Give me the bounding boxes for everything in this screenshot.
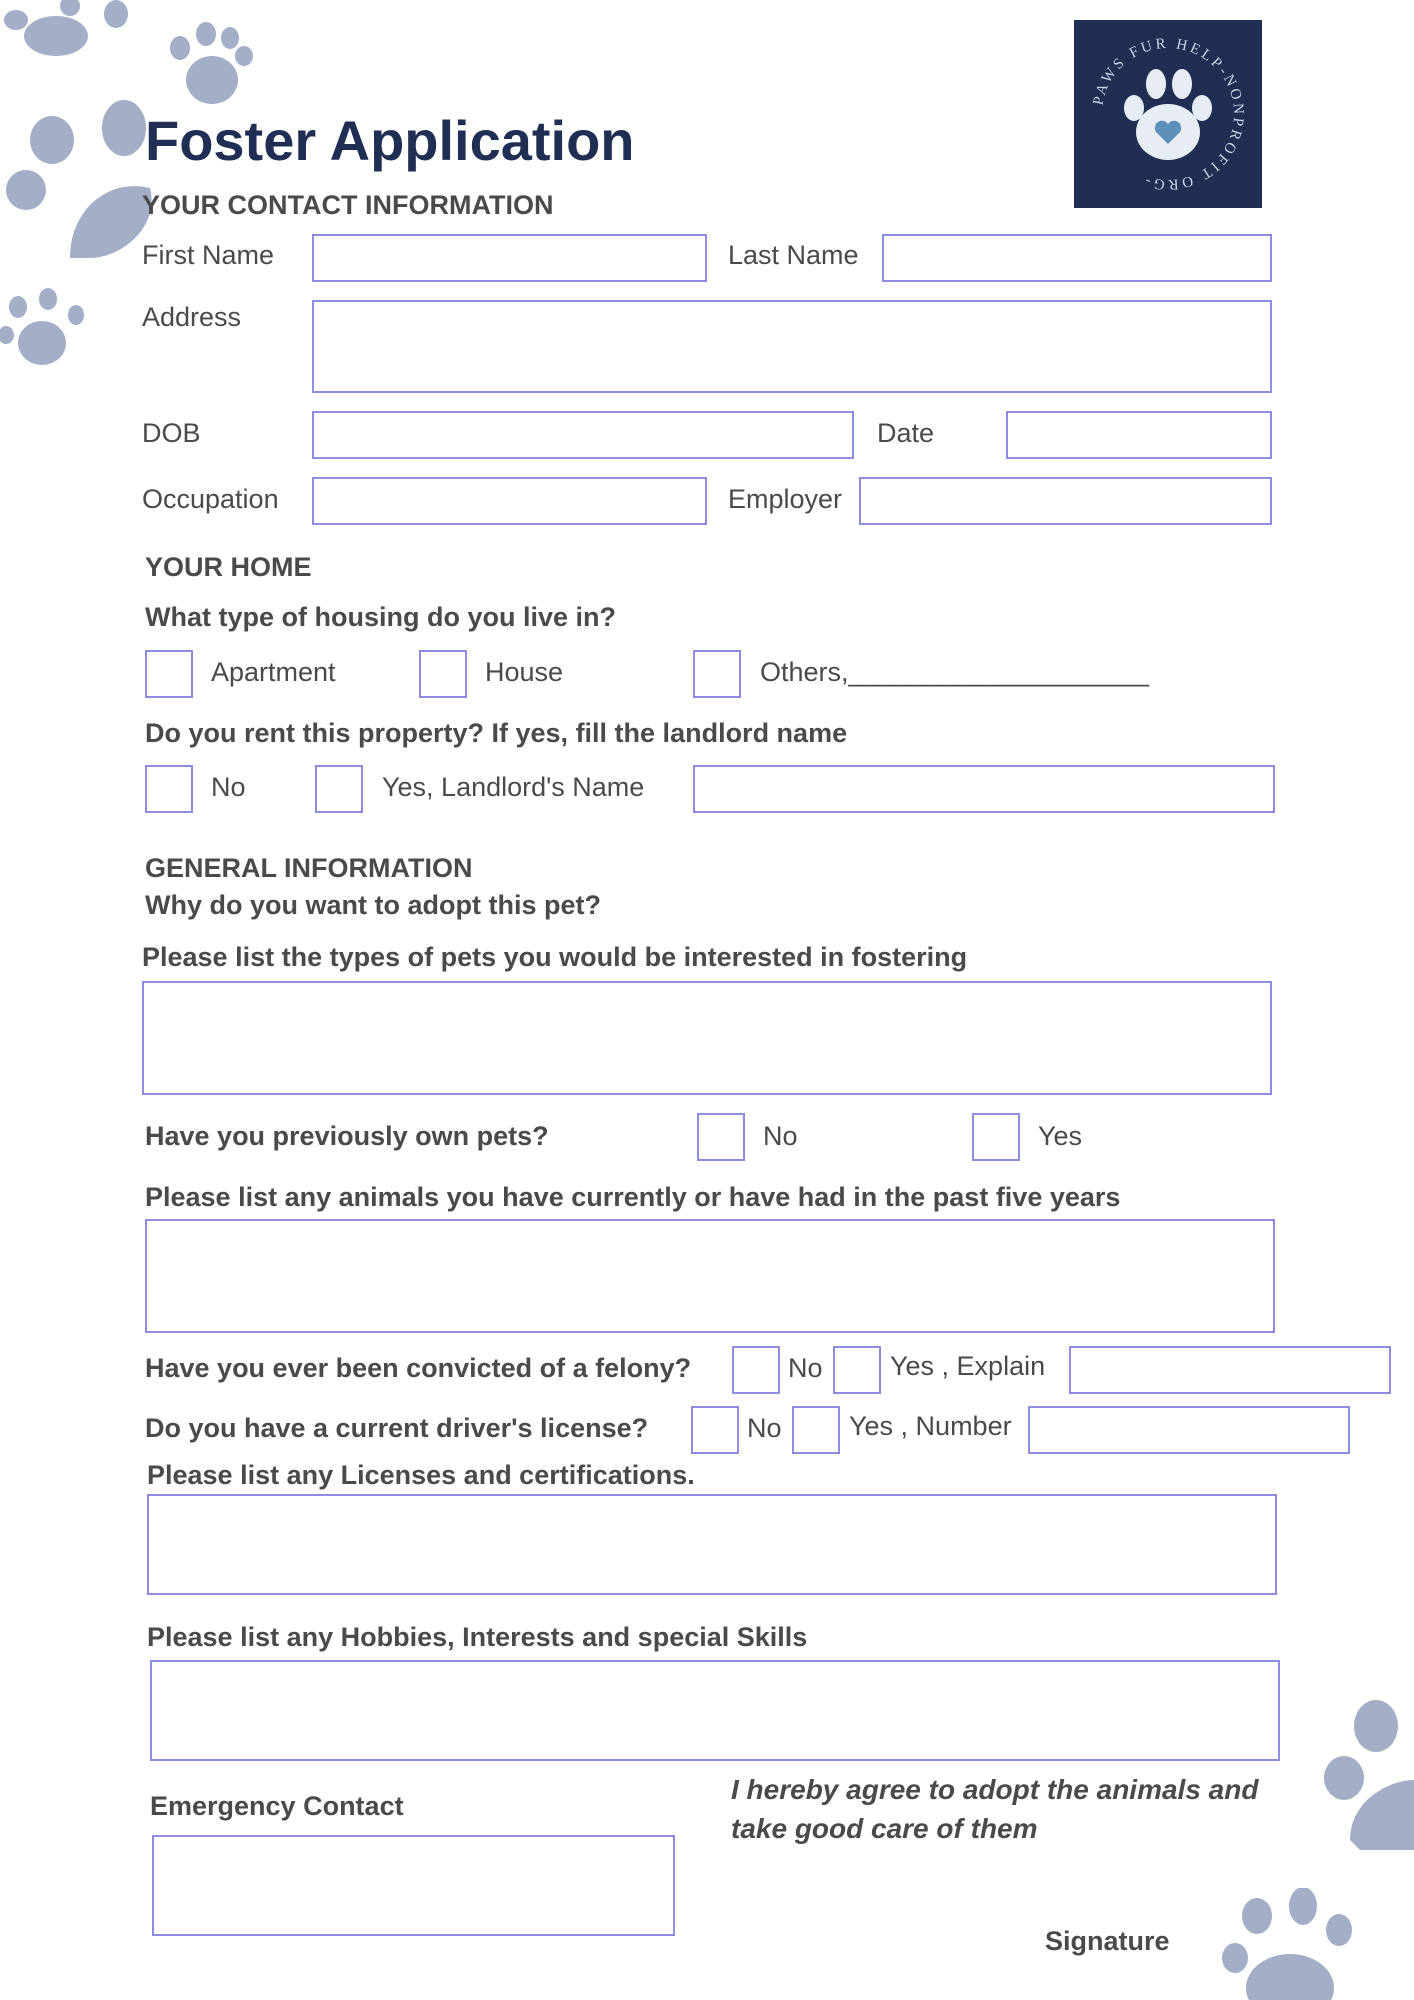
dob-label: DOB: [142, 418, 201, 448]
occupation-field[interactable]: [312, 477, 707, 525]
address-label: Address: [142, 302, 242, 332]
agreement-statement: I hereby agree to adopt the animals and take good care of them: [731, 1774, 1259, 1844]
organization-logo: [1074, 20, 1262, 208]
hobbies-field[interactable]: [150, 1660, 1280, 1761]
animals-question: Please list any animals you have currently or have had in the past five years: [145, 1182, 1121, 1212]
previous-pets-question: Have you previously own pets?: [145, 1121, 549, 1151]
paw-print-decoration-left-small: [0, 285, 90, 375]
date-label: Date: [877, 418, 935, 448]
paw-logo-icon: [1074, 20, 1262, 208]
license-question: Do you have a current driver's license?: [145, 1413, 649, 1443]
rent-yes-label: Yes, Landlord's Name: [382, 772, 645, 802]
certifications-question: Please list any Licenses and certifications.: [147, 1460, 695, 1490]
employer-field[interactable]: [859, 477, 1272, 525]
rent-no-label: No: [211, 772, 246, 802]
others-label: Others,____________________: [760, 657, 1149, 687]
rent-question: Do you rent this property? If yes, fill the landlord name: [145, 718, 848, 748]
paw-print-decoration-bottom-right: [1215, 1888, 1365, 2000]
previous-pets-no-checkbox[interactable]: [697, 1113, 745, 1161]
emergency-contact-label: Emergency Contact: [150, 1791, 404, 1821]
felony-question: Have you ever been convicted of a felony?: [145, 1353, 692, 1383]
landlord-name-field[interactable]: [693, 765, 1275, 813]
felony-no-label: No: [788, 1353, 823, 1383]
page-title: Foster Application: [145, 109, 635, 172]
paw-print-decoration-right-middle: [1310, 1700, 1414, 1850]
previous-pets-yes-label: Yes: [1038, 1121, 1083, 1151]
apartment-label: Apartment: [211, 657, 336, 687]
house-checkbox[interactable]: [419, 650, 467, 698]
contact-section-heading: YOUR CONTACT INFORMATION: [142, 190, 554, 220]
license-yes-label: Yes , Number: [849, 1411, 1012, 1441]
paw-print-decoration-top-left-1: [0, 0, 140, 70]
emergency-contact-field[interactable]: [152, 1835, 675, 1936]
first-name-label: First Name: [142, 240, 275, 270]
previous-pets-no-label: No: [763, 1121, 798, 1151]
license-no-label: No: [747, 1413, 782, 1443]
last-name-field[interactable]: [882, 234, 1272, 282]
certifications-field[interactable]: [147, 1494, 1277, 1595]
apartment-checkbox[interactable]: [145, 650, 193, 698]
employer-label: Employer: [728, 484, 843, 514]
license-number-field[interactable]: [1028, 1406, 1350, 1454]
occupation-label: Occupation: [142, 484, 279, 514]
address-field[interactable]: [312, 300, 1272, 393]
felony-yes-checkbox[interactable]: [833, 1346, 881, 1394]
felony-explain-field[interactable]: [1069, 1346, 1391, 1394]
logo-ring-text: PAWS FUR HELP-NONPROFIT ORG-: [1090, 35, 1247, 193]
license-yes-checkbox[interactable]: [792, 1406, 840, 1454]
rent-yes-checkbox[interactable]: [315, 765, 363, 813]
paw-print-decoration-top-left-2: [160, 22, 260, 112]
license-no-checkbox[interactable]: [691, 1406, 739, 1454]
previous-pets-yes-checkbox[interactable]: [972, 1113, 1020, 1161]
felony-yes-label: Yes , Explain: [890, 1351, 1046, 1381]
felony-no-checkbox[interactable]: [732, 1346, 780, 1394]
pet-types-question: Please list the types of pets you would be interested in fostering: [142, 942, 968, 972]
pet-types-field[interactable]: [142, 981, 1272, 1095]
home-section-heading: YOUR HOME: [145, 552, 312, 582]
rent-no-checkbox[interactable]: [145, 765, 193, 813]
why-adopt-question: Why do you want to adopt this pet?: [145, 890, 601, 920]
hobbies-question: Please list any Hobbies, Interests and special Skills: [147, 1622, 808, 1652]
others-checkbox[interactable]: [693, 650, 741, 698]
first-name-field[interactable]: [312, 234, 707, 282]
date-field[interactable]: [1006, 411, 1272, 459]
dob-field[interactable]: [312, 411, 854, 459]
housing-question: What type of housing do you live in?: [145, 602, 616, 632]
last-name-label: Last Name: [728, 240, 859, 270]
animals-field[interactable]: [145, 1219, 1275, 1333]
general-section-heading: GENERAL INFORMATION: [145, 853, 473, 883]
paw-print-decoration-left-large: [0, 98, 160, 258]
signature-label: Signature: [1045, 1926, 1170, 1956]
house-label: House: [485, 657, 564, 687]
